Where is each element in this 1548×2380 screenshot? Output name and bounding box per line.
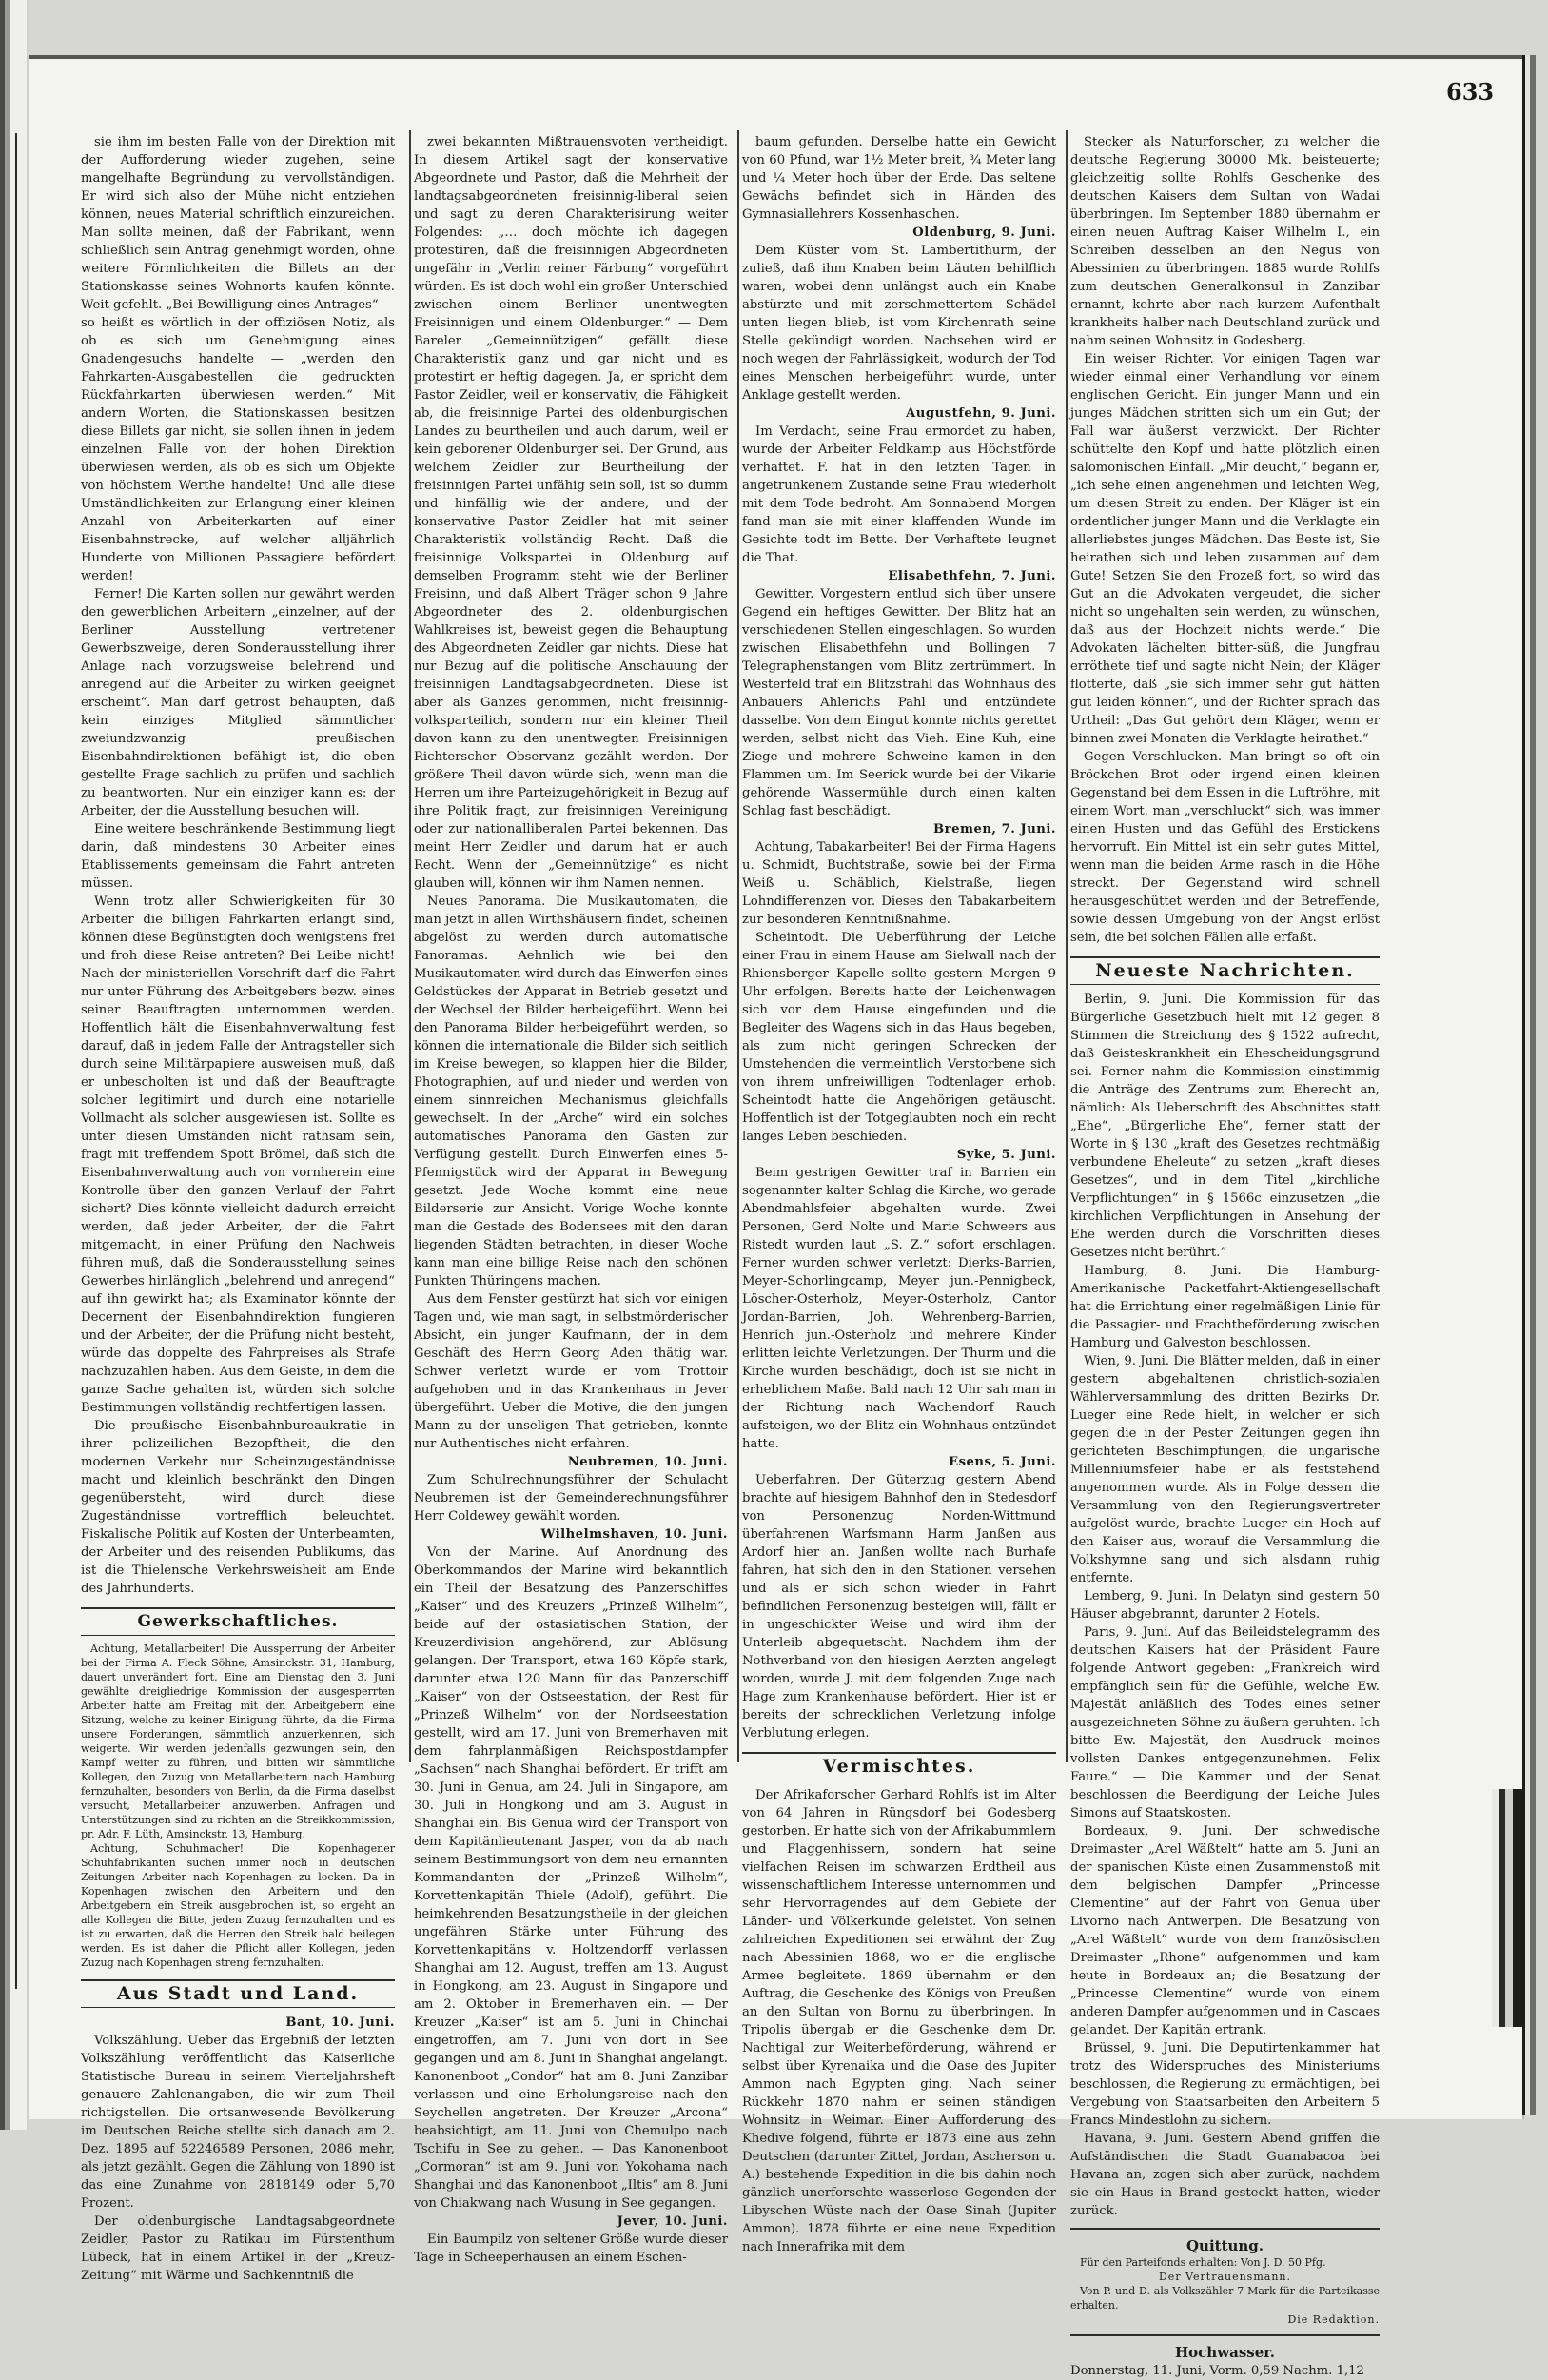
article-paragraph: Volkszählung. Ueber das Ergebniß der letzten Volkszählung veröffentlicht das Kaiserliche Statistische Bureau in seinem Vierteljahrsheft genauere Zahlenangaben, die wir zum Theil richtigstellen. Die ortsanwesende Bevölkerung im Deutschen Reiche stellte sich danach am 2. Dez. 1895 auf 52246589 Personen, 2086 mehr, als jetzt gezählt. Gegen die Zählung von 1890 ist das eine Zunahme von 2818149 oder 5,70 Prozent. bbox=[81, 2034, 395, 2211]
quittung-block bbox=[1070, 2255, 1380, 2327]
quittung-line: Von P. und D. als Volkszähler 7 Mark für die Parteikasse erhalten. bbox=[1070, 2285, 1380, 2311]
column-4 bbox=[1070, 133, 1380, 2380]
news-paragraph: Wien, 9. Juni. Die Blätter melden, daß in einer gestern abgehaltenen christlich-sozialen Wählerversammlung des dritten Bezirks Dr. Lueger eine Rede hielt, in welcher er sich gegen die in der Pester Zeitungen gegen ihn gerichteten Beschimpfungen, die ungarische Millenniumsfeier habe er als feststehend angenommen wurde. Als in Folge dessen die Versammlung von den Regierungsvertreter aufgelöst wurde, brachte Lueger ein Hoch auf den Kaiser aus, worauf die Versammlung die Volkshymne sang und sich alsdann ruhig entfernte. bbox=[1070, 1354, 1380, 1585]
section-heading: Neueste Nachrichten. bbox=[1070, 956, 1380, 985]
article-paragraph: sie ihm im besten Falle von der Direktion mit der Aufforderung wieder zugehen, seine mangelhafte Begründung zu vervollständigen. Er wird sich also der Mühe nicht entziehen können, neues Material schriftlich einzureichen. Man sollte meinen, daß der Fabrikant, wenn schließlich sein Antrag genehmigt worden, ohne weitere Förmlichkeiten die Billets an der Stationskasse seines Wohnorts kaufen könnte. Weit gefehlt. „Bei Bewilligung eines Antrages“ — so heißt es wörtlich in der offiziösen Notiz, als ob es sich um Genehmigung eines Gnadengesuchs handelte — „werden den Fahrkarten-Ausgabestellen die gedruckten Rückfahrkarten überwiesen werden.“ Mit andern Worten, die Stationskassen besitzen diese Billets gar nicht, sie sollen ihnen in jedem einzelnen Falle von der hohen Direktion überwiesen werden, als ob es sich um Objekte von höchstem Werthe handelte! Und alle diese Umständlichkeiten zur Erlangung einer kleinen Anzahl von Arbeiterkarten auf einer Eisenbahnstrecke, auf welcher alljährlich Hunderte von Millionen Passagiere befördert werden! bbox=[81, 135, 395, 583]
page-number: 633 bbox=[1446, 78, 1495, 106]
article-paragraph: Wenn trotz aller Schwierigkeiten für 30 Arbeiter die billigen Fahrkarten erlangt sind, können diese Begünstigten doch wenigstens frei und froh diese Reise antreten? Bei Leibe nicht! Nach der ministeriellen Vorschrift darf die Fahrt nur unter Führung des Arbeitgebers bezw. eines seiner Beauftragten unternommen werden. Hoffentlich hält die Eisenbahnverwaltung fest darauf, daß in jedem Falle der Antragsteller sich durch seine Militärpapiere ausweisen muß, daß er unbescholten ist und daß der Beauftragte solcher legitimirt und durch eine notarielle Vollmacht als solcher ausgewiesen ist. Sollte es unter diesen Umständen nicht rathsam sein, fragt mit treffendem Spott Brömel, daß sich die Eisenbahnverwaltung auch von vornherein eine Kontrolle über den ganzen Verlauf der Fahrt sichert? Dies könnte vielleicht dadurch erreicht werden, daß jeder Arbeiter, der die Fahrt mitgemacht, in einer Prüfung den Nachweis führen muß, daß die Sonderausstellung seines Gewerbes hinlänglich „belehrend und anregend“ auf ihn gewirkt hat; als Examinator könnte der Decernent der Eisenbahndirektion fungieren und der Arbeiter, der die Prüfung nicht besteht, würde das doppelte des Fahrpreises als Strafe nachzuzahlen haben. Aus dem Geiste, in dem die ganze Sache gehalten ist, würden sich solche Bestimmungen vollständig rechtfertigen lassen. bbox=[81, 895, 395, 1415]
section-divider bbox=[1070, 2334, 1380, 2336]
notice-paragraph: Achtung, Metallarbeiter! Die Aussperrung der Arbeiter bei der Firma A. Fleck Söhne, Amsinckstr. 31, Hamburg, dauert unverändert fort. Eine am Dienstag den 3. Juni gewählte dreigliedrige Kommission der ausgesperrten Arbeiter hatte am Freitag mit den Arbeitgebern eine Sitzung, welche zu keiner Einigung führte, da die Firma unsere Forderungen, sämmtlich anzuerkennen, sich weigerte. Wir werden jedenfalls gezwungen sein, den Kampf weiter zu führen, und bitten wir sämmtliche Kollegen, den Zuzug von Metallarbeitern nach Hamburg fernzuhalten, besonders von Berlin, da die Firma daselbst versucht, Metallarbeiter anzuwerben. Anfragen und Unterstützungen sind zu richten an die Streikkommission, pr. Adr. F. Lüth, Amsinckstr. 13, Hamburg. bbox=[81, 1642, 395, 1840]
news-paragraph: Brüssel, 9. Juni. Die Deputirtenkammer hat trotz des Widerspruches des Ministeriums beschlossen, die Regierung zu ermächtigen, bei Vergebung von Staatsarbeiten den Arbeitern 5 Francs Mindestlohn zu sichern. bbox=[1070, 2041, 1380, 2128]
notice-paragraph: Achtung, Schuhmacher! Die Kopenhagener Schuhfabrikanten suchen immer noch in deutschen Zeitungen Arbeiter nach Kopenhagen zu locken. Da in Kopenhagen zwischen den Arbeitern und den Arbeitgebern ein Streik ausgebrochen ist, so ergeht an alle Kollegen die Bitte, jeden Zuzug fernzuhalten und es ist zu erwarten, daß die Herren den Streik bald beilegen werden. Es ist daher die Pflicht aller Kollegen, jeden Zuzug nach Kopenhagen streng fernzuhalten. bbox=[81, 1842, 395, 1969]
article-paragraph: Die preußische Eisenbahnbureaukratie in ihrer polizeilichen Bezopftheit, die den modernen Verkehr nur Scheinzugeständnisse macht und kleinlich beschränkt den Dingen gegenübersteht, wird durch diese Zugeständnisse vortrefflich beleuchtet. Fiskalische Politik auf Kosten der Unterbeamten, der Arbeiter und des reisenden Publikums, das ist die Thielensche Verkehrsweisheit am Ende des Jahrhunderts. bbox=[81, 1419, 395, 1596]
column-rule bbox=[1066, 130, 1068, 1762]
column-3 bbox=[742, 133, 1056, 2256]
newspaper-page bbox=[29, 55, 1522, 2378]
section-heading: Aus Stadt und Land. bbox=[81, 1979, 395, 2008]
article-paragraph: Scheintodt. Die Ueberführung der Leiche einer Frau in einem Hause am Sielwall nach der Rhiensberger Kapelle sollte gestern Morgen 9 Uhr erfolgen. Bereits hatte der Leichenwagen sich vor dem Hause eingefunden und die Begleiter des Wagens sich in das Haus begeben, als zum nicht geringen Schrecken der Umstehenden die vermeintlich Verstorbene sich von ihrem unfreiwilligen Todtenlager erhob. Scheintodt hatte die Angehörigen getäuscht. Hoffentlich ist der Totgeglaubten noch ein recht langes Leben beschieden. bbox=[742, 931, 1056, 1144]
quittung-line: Für den Parteifonds erhalten: Von J. D. 50 Pfg. bbox=[1080, 2256, 1326, 2269]
article-paragraph: Ueberfahren. Der Güterzug gestern Abend brachte auf hiesigem Bahnhof den in Stedesdorf von Personenzug Norden-Wittmund überfahrenen Warfsmann Harm Janßen aus Ardorf hier an. Janßen wollte nach Burhafe fahren, hat sich den in den Stationen versehen und als er sich schon wieder in Fahrt befindlichen Personenzug besteigen will, fällt er in ungeschickter Weise und wird ihm der Unterleib abgequetscht. Nachdem ihm der Nothverband von den hiesigen Aerzten angelegt worden, wurde J. mit dem folgenden Zuge nach Hage zum Krankenhause befördert. Hier ist er bereits der schrecklichen Verletzung infolge Verblutung erlegen. bbox=[742, 1473, 1056, 1741]
news-paragraph: Bordeaux, 9. Juni. Der schwedische Dreimaster „Arel Wäßtelt“ hatte am 5. Juni an der spanischen Küste einen Zusammenstoß mit dem belgischen Dampfer „Princesse Clementine“ auf der Fahrt von Genua über Livorno nach Antwerpen. Die Besatzung von „Arel Wäßtelt“ wurde von dem französischen Dreimaster „Rhone“ aufgenommen und kam heute in Bordeaux an; die Besatzung der „Princesse Clementine“ wurde von einem anderen Dampfer aufgenommen und in Cascaes gelandet. Der Kapitän ertrank. bbox=[1070, 1824, 1380, 2037]
book-binding-left bbox=[0, 0, 29, 2130]
article-paragraph: Achtung, Tabakarbeiter! Bei der Firma Hagens u. Schmidt, Buchtstraße, sowie bei der Firma Weiß u. Schäblich, Kielstraße, liegen Lohndifferenzen vor. Dieses den Tabakarbeitern zur besonderen Kenntnißnahme. bbox=[742, 840, 1056, 927]
article-paragraph: Neues Panorama. Die Musikautomaten, die man jetzt in allen Wirthshäusern findet, scheinen abgelöst zu werden durch automatische Panoramas. Aehnlich wie bei den Musikautomaten wird durch das Einwerfen eines Geldstückes der Apparat in Betrieb gesetzt und der Wechsel der Bilder herbeigeführt. Wenn bei den Panorama Bilder herbeigeführt werden, so können die internationale die Bilder sich seitlich im Kreise bewegen, so klappen hier die Bilder, Photographien, auf und nieder und werden von einem sinnreichen Mechanismus gleichfalls gewechselt. In der „Arche“ wird ein solches automatisches Panorama den Gästen zur Verfügung gestellt. Durch Einwerfen eines 5-Pfennigstück wird der Apparat in Bewegung gesetzt. Jede Woche kommt eine neue Bilderserie zur Ansicht. Vorige Woche konnte man die Gestade des Bodensees mit den daran liegenden Städten betrachten, in dieser Woche kann man eine billige Reise nach den schönen Punkten Thüringens machen. bbox=[414, 895, 728, 1288]
section-divider bbox=[1070, 2228, 1380, 2230]
hochwasser-times: Donnerstag, 11. Juni, Vorm. 0,59 Nachm. 1,12 bbox=[1070, 2364, 1364, 2378]
article-paragraph: Aus dem Fenster gestürzt hat sich vor einigen Tagen und, wie man sagt, in selbstmörderischer Absicht, ein junger Kaufmann, der in dem Geschäft des Herrn Georg Aden thätig war. Schwer verletzt wurde er vom Trottoir aufgehoben und in das Krankenhaus in Jever übergeführt. Ueber die Motive, die den jungen Mann zu der unseligen That getrieben, konnte nur Authentisches nicht erfahren. bbox=[414, 1292, 728, 1451]
quittung-title: Quittung. bbox=[1185, 2237, 1264, 2254]
news-paragraph: Berlin, 9. Juni. Die Kommission für das Bürgerliche Gesetzbuch hielt mit 12 gegen 8 Stimmen die Streichung des § 1522 aufrecht, daß Geisteskrankheit ein Ehescheidungsgrund sei. Ferner nahm die Kommission einstimmig die Anträge des Zentrums zum Eherecht an, nämlich: Als Ueberschrift des Abschnittes statt „Ehe“, „Bürgerliche Ehe“, ferner statt der Worte in § 130 „kraft des Gesetzes rechtmäßig verbundene Eheleute“ zu setzen „kraft dieses Gesetzes“, und in dem Titel „kirchliche Verpflichtungen“ in § 1566c einzusetzen „die kirchlichen Verpflichtungen in Ansehung der Ehe werden durch die Vorschriften dieses Gesetzes nicht berührt.“ bbox=[1070, 993, 1380, 1260]
column-2 bbox=[414, 133, 728, 2267]
column-rule bbox=[409, 130, 411, 1762]
dateline: Bant, 10. Juni. bbox=[285, 2016, 395, 2030]
article-paragraph: Zum Schulrechnungsführer der Schulacht Neubremen ist der Gemeinderechnungsführer Herr Coldewey gewählt worden. bbox=[414, 1473, 728, 1524]
dateline: Augustfehn, 9. Juni. bbox=[906, 406, 1056, 421]
news-paragraph: Hamburg, 8. Juni. Die Hamburg-Amerikanische Packetfahrt-Aktiengesellschaft hat die Errichtung einer regelmäßigen Linie für die Passagier- und Frachtbeförderung zwischen Hamburg und Galveston beschlossen. bbox=[1070, 1264, 1380, 1350]
article-paragraph: Ein Baumpilz von seltener Größe wurde dieser Tage in Scheeperhausen an einem Eschen- bbox=[414, 2232, 728, 2265]
quittung-signature: Die Redaktion. bbox=[1287, 2313, 1380, 2326]
news-paragraph: Paris, 9. Juni. Auf das Beileidstelegramm des deutschen Kaisers hat der Präsident Faure folgende Antwort gegeben: „Frankreich wird empfänglich sein für die Gefühle, welche Ew. Majestät anläßlich des Todes eines seiner ausgezeichneten Söhne zu äußern geruhten. Ich bitte Ew. Majestät, den Ausdruck meines vollsten Dankes entgegenzunehmen. Felix Faure.“ — Die Kammer und der Senat beschlossen die Beerdigung der Leiche Jules Simons auf Staatskosten. bbox=[1070, 1625, 1380, 1820]
article-paragraph: Von der Marine. Auf Anordnung des Oberkommandos der Marine wird bekanntlich ein Theil der Besatzung des Panzerschiffes „Kaiser“ und des Kreuzers „Prinzeß Wilhelm“, beide auf der ostasiatischen Station, der Kreuzerdivision angehörend, zur Ablösung gelangen. Der Transport, etwa 160 Köpfe stark, darunter etwa 120 Mann für das Panzerschiff „Kaiser“ von der Ostseestation, der Rest für „Prinzeß Wilhelm“ von der Nordseestation gestellt, wird am 17. Juni von Bremerhaven mit dem fahrplanmäßigen Reichspostdampfer „Sachsen“ nach Shanghai befördert. Er trifft am 30. Juni in Genua, am 24. Juli in Singapore, am 30. Juli in Hongkong und am 3. August in Shanghai ein. Bis Genua wird der Transport von dem Kapitänlieutenant Jasper, von da ab nach seinem Bestimmungsort von dem neu ernannten Kommandanten der „Prinzeß Wilhelm“, Korvettenkapitän Thiele (Adolf), geführt. Die heimkehrenden Besatzungstheile in der gleichen ungefähren Stärke unter Führung des Korvettenkapitäns v. Holtzendorff verlassen Shanghai am 12. August, treffen am 13. August in Hongkong, am 23. August in Singapore und am 2. Oktober in Bremerhaven ein. — Der Kreuzer „Kaiser“ ist am 5. Juni in Chinchai eingetroffen, am 7. Juni von dort in See gegangen und am 8. Juni in Shanghai angelangt. Kanonenboot „Condor“ hat am 8. Juni Zanzibar verlassen und eine Erholungsreise nach den Seychellen angetreten. Der Kreuzer „Arcona“ beabsichtigt, am 11. Juni von Chemulpo nach Tschifu in See zu gehen. — Das Kanonenboot „Cormoran“ ist am 9. Juni von Yokohama nach Shanghai und das Kanonenboot „Iltis“ am 8. Juni von Chiakwang nach Wusung in See gegangen. bbox=[414, 1545, 728, 2211]
quittung-signature: Der Vertrauensmann. bbox=[1158, 2271, 1291, 2283]
article-paragraph: Gegen Verschlucken. Man bringt so oft ein Bröckchen Brot oder irgend einen kleinen Gegenstand bei dem Essen in die Luftröhre, mit einem Wort, man „verschluckt“ sich, was immer einen Husten und das Gefühl des Erstickens hervorruft. Ein Mittel ist ein sehr gutes Mittel, wenn man die beiden Arme rasch in die Höhe streckt. Der Gegenstand wird schnell herausgeschüttet werden und der Betreffende, sowie dessen Umgebung von der Angst erlöst sein, die bei solchen Fällen alle erfaßt. bbox=[1070, 750, 1380, 945]
news-paragraph: Lemberg, 9. Juni. In Delatyn sind gestern 50 Häuser abgebrannt, darunter 2 Hotels. bbox=[1070, 1589, 1380, 1622]
article-paragraph: Stecker als Naturforscher, zu welcher die deutsche Regierung 30000 Mk. beisteuerte; gleichzeitig sollte Rohlfs Geschenke des deutschen Kaisers dem Sultan von Wadai überbringen. Im September 1880 übernahm er einen neuen Auftrag Kaiser Wilhelm I., ein Schreiben desselben an den Negus von Abessinien zu überbringen. 1885 wurde Rohlfs zum deutschen Generalkonsul in Zanzibar ernannt, kehrte aber nach kurzem Aufenthalt krankheits halber nach Deutschland zurück und nahm seinen Wohnsitz in Godesberg. bbox=[1070, 135, 1380, 348]
article-paragraph: Gewitter. Vorgestern entlud sich über unsere Gegend ein heftiges Gewitter. Der Blitz hat an verschiedenen Stellen eingeschlagen. So wurden zwischen Elisabethfehn und Bollingen 7 Telegraphenstangen vom Blitz zertrümmert. In Westerfeld traf ein Blitzstrahl das Wohnhaus des Anbauers Ahlerichs Pahl und entzündete dasselbe. Von dem Eingut konnte nichts gerettet werden, selbst nicht das Vieh. Eine Kuh, eine Ziege und mehrere Schweine kamen in den Flammen um. Im Seerick wurde bei der Vikarie gehörende Wassermühle durch einen kalten Schlag fast beschädigt. bbox=[742, 587, 1056, 818]
article-paragraph: baum gefunden. Derselbe hatte ein Gewicht von 60 Pfund, war 1½ Meter breit, ¾ Meter lang und ¼ Meter hoch über der Erde. Das seltene Gewächs befindet sich in Händen des Gymnasiallehrers Kossenhaschen. bbox=[742, 135, 1056, 222]
hochwasser-title: Hochwasser. bbox=[1174, 2344, 1276, 2361]
book-edge-bottom bbox=[1492, 1789, 1522, 2027]
dateline: Neubremen, 10. Juni. bbox=[567, 1455, 728, 1469]
article-paragraph: Ein weiser Richter. Vor einigen Tagen war wieder einmal einer Verhandlung vor einem englischen Gericht. Ein junger Mann und ein junges Mädchen stritten sich um ein Gut; der Fall war äußerst verzwickt. Der Richter schüttelte den Kopf und hatte plötzlich einen salomonischen Einfall. „Mir deucht,“ begann er, „ich sehe einen angenehmen und leichten Weg, um diesen Streit zu enden. Der Kläger ist ein ordentlicher junger Mann und die Verklagte ein allerliebstes junges Mädchen. Das Beste ist, Sie heirathen sich und leben zusammen auf dem Gute! Setzen Sie den Prozeß fort, so wird das Gut an die Advokaten vergeudet, die sicher nicht so ungehalten sein werden, zu wünschen, daß aus der Hochzeit nichts werde.“ Die Advokaten lächelten bitter-süß, die Jungfrau erröthete tief und sagte nicht Nein; der Kläger flotterte, daß „sie sich immer sehr gut hätten gut leiden können“, und der Richter sprach das Urtheil: „Das Gut gehört dem Kläger, wenn er binnen zwei Monaten die Verklagte heirathet.“ bbox=[1070, 352, 1380, 746]
article-paragraph: zwei bekannten Mißtrauensvoten vertheidigt. In diesem Artikel sagt der konservative Abgeordnete und Pastor, daß die Mehrheit der landtagsabgeordneten freisinnig-liberal seien und sagt zu deren Charakterisirung weiter Folgendes: „… doch möchte ich dagegen protestiren, daß die freisinnigen Abgeordneten ungefähr in „Verlin reiner Färbung“ vorgeführt würden. Es ist doch wohl ein großer Unterschied zwischen einem Berliner unentwegten Freisinnigen und einem Oldenburger.“ — Dem Bareler „Gemeinnützigen“ gefällt diese Charakteristik ganz und gar nicht und es protestirt er heftig dagegen. Ja, er spricht dem Pastor Zeidler, weil er konservativ, die Fähigkeit ab, die freisinnige Partei des oldenburgischen Landes zu beurtheilen und auch darum, weil er kein geborener Oldenburger sei. Der Grund, aus welchem Zeidler zur Beurtheilung der freisinnigen Partei unfähig sein soll, ist so dumm und hinfällig wie der andere, und der konservative Pastor Zeidler hat mit seiner Charakteristik vollständig Recht. Daß die freisinnige Volkspartei in Oldenburg auf demselben Programm steht wie der Berliner Freisinn, und daß Albert Träger schon 9 Jahre Abgeordneter des 2. oldenburgischen Wahlkreises ist, beweist gegen die Behauptung des Abgeordneten Zeidler gar nichts. Diese hat nur Bezug auf die politische Anschauung der freisinnigen Landtagsabgeordneten. Diese ist aber als Ganzes genommen, nicht freisinnig-volksparteilich, sondern nur ein kleiner Theil davon kann zu den unentwegten Freisinnigen Richterscher Observanz gezählt werden. Der größere Theil davon würde sich, wenn man die Herren um ihre Parteizugehörigkeit in Bezug auf ihre Politik fragt, zur freisinnigen Vereinigung oder zur nationalliberalen Partei bekennen. Das meint Herr Zeidler und darum hat er auch Recht. Wenn der „Gemeinnützige“ es nicht glauben will, können wir ihm Namen nennen. bbox=[414, 135, 728, 891]
article-paragraph: Der oldenburgische Landtagsabgeordnete Zeidler, Pastor zu Ratikau im Fürstenthum Lübeck, hat in einem Artikel in der „Kreuz-Zeitung“ mit Wärme und Sachkenntniß die bbox=[81, 2214, 395, 2283]
dateline: Syke, 5. Juni. bbox=[956, 1148, 1056, 1162]
binding-line bbox=[15, 133, 17, 1989]
article-paragraph: Beim gestrigen Gewitter traf in Barrien ein sogenannter kalter Schlag die Kirche, wo gerade Abendmahlsfeier abgehalten wurde. Zwei Personen, Gerd Nolte und Marie Schweers aus Ristedt wurden laut „S. Z.“ sofort erschlagen. Ferner wurden schwer verletzt: Dierks-Barrien, Meyer-Schorlingcamp, Meyer jun.-Pennigbeck, Löscher-Osterholz, Meyer-Osterholz, Cantor Jordan-Barrien, Joh. Wehrenberg-Barrien, Henrich jun.-Osterholz und mehrere Kinder erlitten leichte Verletzungen. Der Thurm und die Kirche wurden beschädigt, doch ist sie nicht in erheblichem Maße. Bald nach 12 Uhr sah man in der Richtung nach Wachendorf Rauch aufsteigen, wo der Blitz ein Wohnhaus entzündet hatte. bbox=[742, 1166, 1056, 1451]
dateline: Jever, 10. Juni. bbox=[617, 2214, 728, 2229]
news-paragraph: Havana, 9. Juni. Gestern Abend griffen die Aufständischen die Stadt Guanabacoa bei Havana an, zogen sich aber zurück, nachdem sie ein Haus in Brand gesteckt hatten, wieder zurück. bbox=[1070, 2132, 1380, 2218]
trade-union-notices bbox=[81, 1642, 395, 1970]
article-paragraph: Ferner! Die Karten sollen nur gewährt werden den gewerblichen Arbeitern „einzelner, auf der Berliner Ausstellung vertretener Gewerbszweige, deren Sonderausstellung ihrer Anlage nach vorzugsweise belehrend und anregend auf die Arbeiter zu wirken geeignet erscheint“. Man darf getrost behaupten, daß kein einziges Mitglied sämmtlicher zweiundzwanzig preußischen Eisenbahndirektionen befähigt ist, die eben gestellte Frage sachlich zu prüfen und sachlich zu beantworten. Nur ein einziger kann es: der Arbeiter, der die Ausstellung besuchen will. bbox=[81, 587, 395, 818]
column-1 bbox=[81, 133, 395, 2285]
article-paragraph: Eine weitere beschränkende Bestimmung liegt darin, daß mindestens 30 Arbeiter eines Etablissements gemeinsam die Fahrt antreten müssen. bbox=[81, 822, 395, 891]
dateline: Esens, 5. Juni. bbox=[949, 1455, 1056, 1469]
article-paragraph: Der Afrikaforscher Gerhard Rohlfs ist im Alter von 64 Jahren in Rüngsdorf bei Godesberg gestorben. Er hatte sich von der Afrikabummlern und Flaggenhissern, sondern hat seine vielfachen Reisen im schwarzen Erdtheil aus wissenschaftlichem Interesse unternommen und sehr Hervorragendes auf dem Gebiete der Länder- und Völkerkunde geleistet. Von seinen zahlreichen Expeditionen sei erwähnt der Zug nach Abessinien 1868, wo er die englische Armee begleitete. 1869 übernahm er den Auftrag, die Geschenke des Königs von Preußen an den Sultan von Bornu zu überbringen. In Tripolis übergab er die Geschenke dem Dr. Nachtigal zur Weiterbeförderung, während er selbst über Kyrenaika und die Oase des Jupiter Ammon nach Egypten ging. Nach seiner Rückkehr 1870 nahm er seinen ständigen Wohnsitz in Weimar. Einer Aufforderung des Khedive folgend, führte er 1873 eine aus zehn Deutschen (darunter Zittel, Jordan, Ascherson u. A.) bestehende Expedition in die bis dahin noch gänzlich unerforschte wasserlose Gegenden der Libyschen Wüste nach der Oase Sinah (Jupiter Ammon). 1878 führte er eine neue Expedition nach Innerafrika mit dem bbox=[742, 1788, 1056, 2254]
article-paragraph: Im Verdacht, seine Frau ermordet zu haben, wurde der Arbeiter Feldkamp aus Höchstförde verhaftet. F. hat in den letzten Tagen in angetrunkenem Zustande seine Frau wiederholt mit dem Tode bedroht. Am Sonnabend Morgen fand man sie mit einer klaffenden Wunde im Gesichte todt im Bette. Der Verhaftete leugnet die That. bbox=[742, 424, 1056, 565]
article-paragraph: Dem Küster vom St. Lambertithurm, der zuließ, daß ihm Knaben beim Läuten behilflich waren, wobei denn unlängst auch ein Knabe abstürzte und mit zerschmettertem Schädel unten liegen blieb, ist vom Kirchenrath seine Stelle gekündigt worden. Nachsehen wird er noch wegen der Fahrlässigkeit, wodurch der Tod eines Menschen herbeigeführt wurde, unter Anklage gestellt werden. bbox=[742, 244, 1056, 403]
section-heading: Vermischtes. bbox=[742, 1752, 1056, 1780]
dateline: Elisabethfehn, 7. Juni. bbox=[888, 569, 1056, 583]
column-rule bbox=[737, 130, 739, 1762]
book-edge-right bbox=[1522, 55, 1536, 2115]
dateline: Bremen, 7. Juni. bbox=[933, 822, 1056, 836]
section-heading: Gewerkschaftliches. bbox=[81, 1607, 395, 1636]
dateline: Oldenburg, 9. Juni. bbox=[912, 226, 1056, 240]
dateline: Wilhelmshaven, 10. Juni. bbox=[540, 1527, 728, 1542]
